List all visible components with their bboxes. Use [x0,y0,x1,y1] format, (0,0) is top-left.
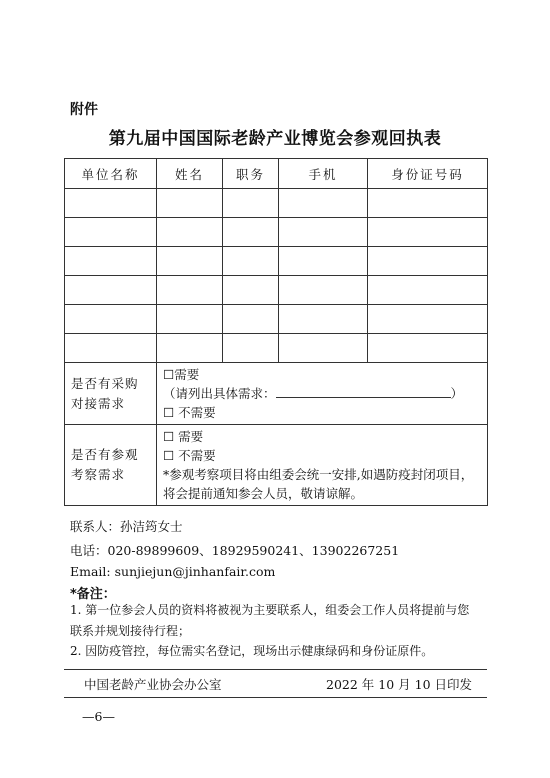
inspection-label-line: 是否有参观 [71,447,139,462]
inspection-options [157,425,488,506]
cell-id-input[interactable] [368,247,488,276]
procurement-label-line: 对接需求 [71,395,126,411]
footer-divider [64,697,487,698]
cell-position-input[interactable] [223,247,279,276]
table-row [65,189,488,218]
procurement-label-line: 是否有采购 [71,375,139,391]
remark-item: 2. 因防疫管控，每位需实名登记，现场出示健康绿码和身份证原件。 [70,644,434,658]
cell-position-input[interactable] [223,334,279,363]
table-row [65,247,488,276]
cell-name-input[interactable] [157,218,223,247]
inspection-no-need-checkbox[interactable]: ☐ 不需要 [163,448,216,463]
remarks-heading: *备注： [70,587,116,602]
table-header-row [65,159,488,189]
cell-mobile-input[interactable] [279,218,368,247]
inspection-label-line: 考察需求 [71,467,126,482]
procurement-detail-line [163,384,481,403]
cell-mobile-input[interactable] [279,334,368,363]
cell-mobile-input[interactable] [279,305,368,334]
contact-email: Email: sunjiejun@jinhanfair.com [70,564,276,579]
reply-form-table [64,158,488,506]
cell-org-input[interactable] [65,305,157,334]
column-header: 身份证号码 [368,159,488,189]
table-row [65,305,488,334]
page-number: —6— [82,709,115,724]
page-title: 第九届中国国际老龄产业博览会参观回执表 [108,129,442,149]
contact-phone: 电话：020-89899609、18929590241、13902267251 [70,543,400,558]
procurement-need-checkbox[interactable]: ☐需要 [163,367,200,382]
inspection-row [65,425,488,506]
inspection-need-checkbox[interactable]: ☐ 需要 [163,429,204,444]
procurement-label [65,363,157,425]
cell-name-input[interactable] [157,334,223,363]
cell-id-input[interactable] [368,305,488,334]
attachment-label: 附件 [70,102,98,118]
footer-divider [64,669,487,670]
table-row [65,276,488,305]
inspection-note: *参观考察项目将由组委会统一安排,如遇防疫封闭项目，将会提前通知参会人员，敬请谅解。 [163,467,474,501]
cell-id-input[interactable] [368,334,488,363]
procurement-detail-suffix: ） [450,386,464,401]
cell-org-input[interactable] [65,276,157,305]
cell-id-input[interactable] [368,276,488,305]
column-header: 单位名称 [65,159,157,189]
column-header: 职务 [223,159,279,189]
issue-date: 2022 年 10 月 10 日印发 [326,677,472,692]
cell-id-input[interactable] [368,189,488,218]
inspection-label [65,425,157,506]
cell-position-input[interactable] [223,276,279,305]
cell-name-input[interactable] [157,247,223,276]
cell-name-input[interactable] [157,305,223,334]
cell-org-input[interactable] [65,247,157,276]
procurement-detail-input[interactable] [276,384,451,398]
column-header: 手机 [279,159,368,189]
procurement-detail-prefix: （请列出具体需求： [163,386,276,401]
table-row [65,334,488,363]
cell-org-input[interactable] [65,189,157,218]
procurement-options [157,363,488,425]
cell-org-input[interactable] [65,334,157,363]
cell-mobile-input[interactable] [279,247,368,276]
cell-position-input[interactable] [223,305,279,334]
table-row [65,218,488,247]
cell-id-input[interactable] [368,218,488,247]
cell-org-input[interactable] [65,218,157,247]
cell-mobile-input[interactable] [279,189,368,218]
cell-mobile-input[interactable] [279,276,368,305]
cell-position-input[interactable] [223,189,279,218]
cell-name-input[interactable] [157,276,223,305]
procurement-row [65,363,488,425]
remark-item: 1. 第一位参会人员的资料将被视为主要联系人，组委会工作人员将提前与您联系并规划接待行程； [70,603,470,638]
issuing-organization: 中国老龄产业协会办公室 [84,677,222,692]
cell-position-input[interactable] [223,218,279,247]
cell-name-input[interactable] [157,189,223,218]
contact-person: 联系人：孙洁筠女士 [70,519,183,534]
procurement-no-need-checkbox[interactable]: ☐ 不需要 [163,405,216,420]
column-header: 姓名 [157,159,223,189]
